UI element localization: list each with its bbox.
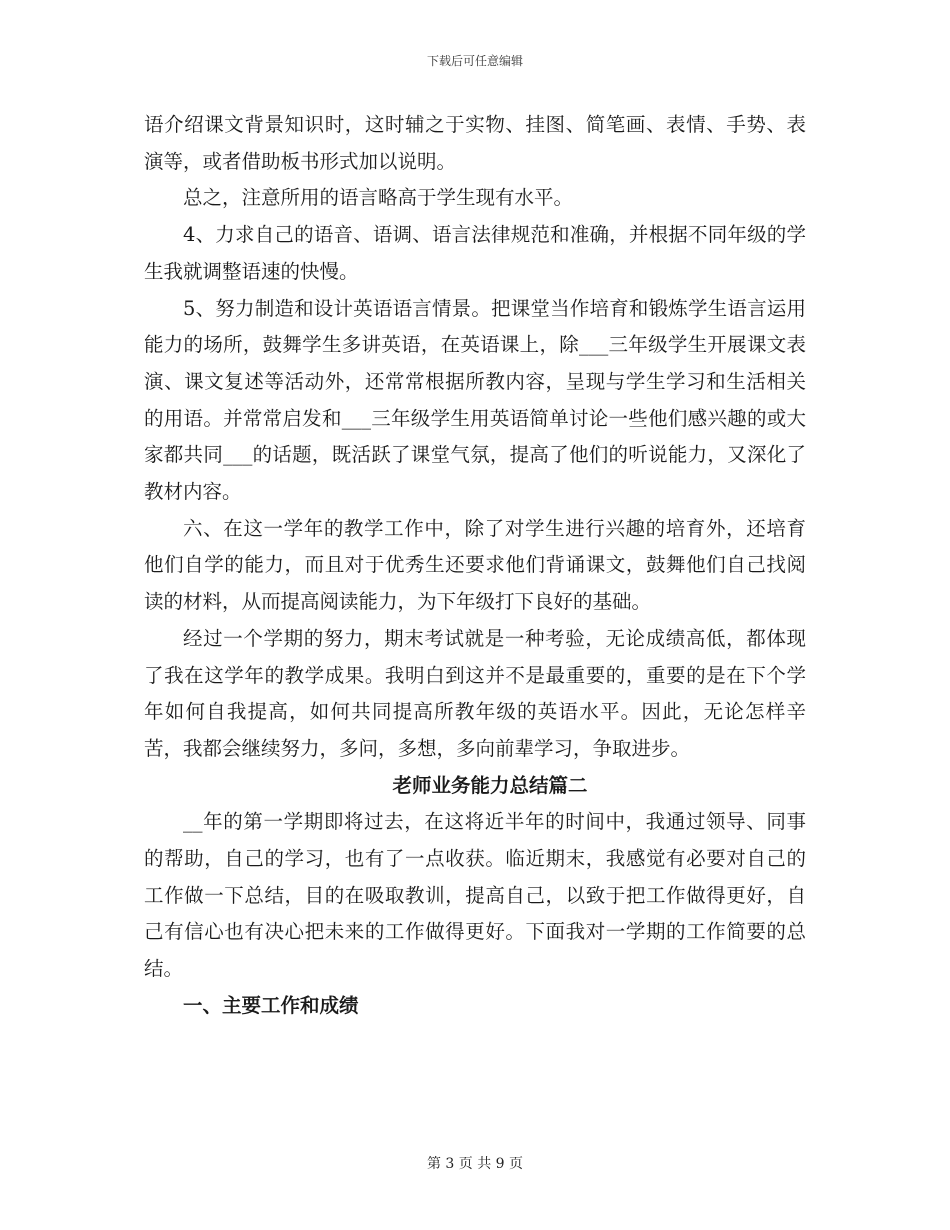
paragraph-4: 5、努力制造和设计英语语言情景。把课堂当作培育和锻炼学生语言运用能力的场所，鼓舞学生多讲英语，在英语课上，除___三年级学生开展课文表演、课文复述等活动外，还常常根据所教内容，呈现与学生学习和生活相关的用语。并常常启发和___三年级学生用英语简单讨论一些他们感兴趣的或大家都共同___的话题，既活跃了课堂气氛，提高了他们的听说能力，又深化了教材内容。 xyxy=(144,296,806,504)
paragraph-7: __年的第一学期即将过去，在这将近半年的时间中，我通过领导、同事的帮助，自己的学习，也有了一点收获。临近期末，我感觉有必要对自己的工作做一下总结，目的在吸取教训，提高自己，以致于把工作做得更好，自己有信心也有决心把未来的工作做得更好。下面我对一学期的工作简要的总结。 xyxy=(144,810,806,981)
page-header: 下载后可任意编辑 xyxy=(426,54,523,68)
paragraph-6: 经过一个学期的努力，期末考试就是一种考验，无论成绩高低，都体现了我在这学年的教学成果。我明白到这并不是最重要的，重要的是在下个学年如何自我提高，如何共同提高所教年级的英语水平。因此，无论怎样辛苦，我都会继续努力，多问，多想，多向前辈学习，争取进步。 xyxy=(144,626,806,760)
paragraph-3: 4、力求自己的语音、语调、语言法律规范和准确，并根据不同年级的学生我就调整语速的快慢。 xyxy=(144,223,806,283)
paragraph-2: 总之，注意所用的语言略高于学生现有水平。 xyxy=(183,186,574,210)
page-footer: 第 3 页 共 9 页 xyxy=(426,1156,524,1172)
section-title: 老师业务能力总结篇二 xyxy=(392,773,588,797)
paragraph-1: 语介绍课文背景知识时，这时辅之于实物、挂图、简笔画、表情、手势、表演等，或者借助板书形式加以说明。 xyxy=(144,113,806,173)
paragraph-5: 六、在这一学年的教学工作中，除了对学生进行兴趣的培育外，还培育他们自学的能力，而且对于优秀生还要求他们背诵课文，鼓舞他们自己找阅读的材料，从而提高阅读能力，为下年级打下良好的基础。 xyxy=(144,516,806,614)
subheading: 一、主要工作和成绩 xyxy=(183,993,359,1017)
document-body xyxy=(144,107,806,1025)
